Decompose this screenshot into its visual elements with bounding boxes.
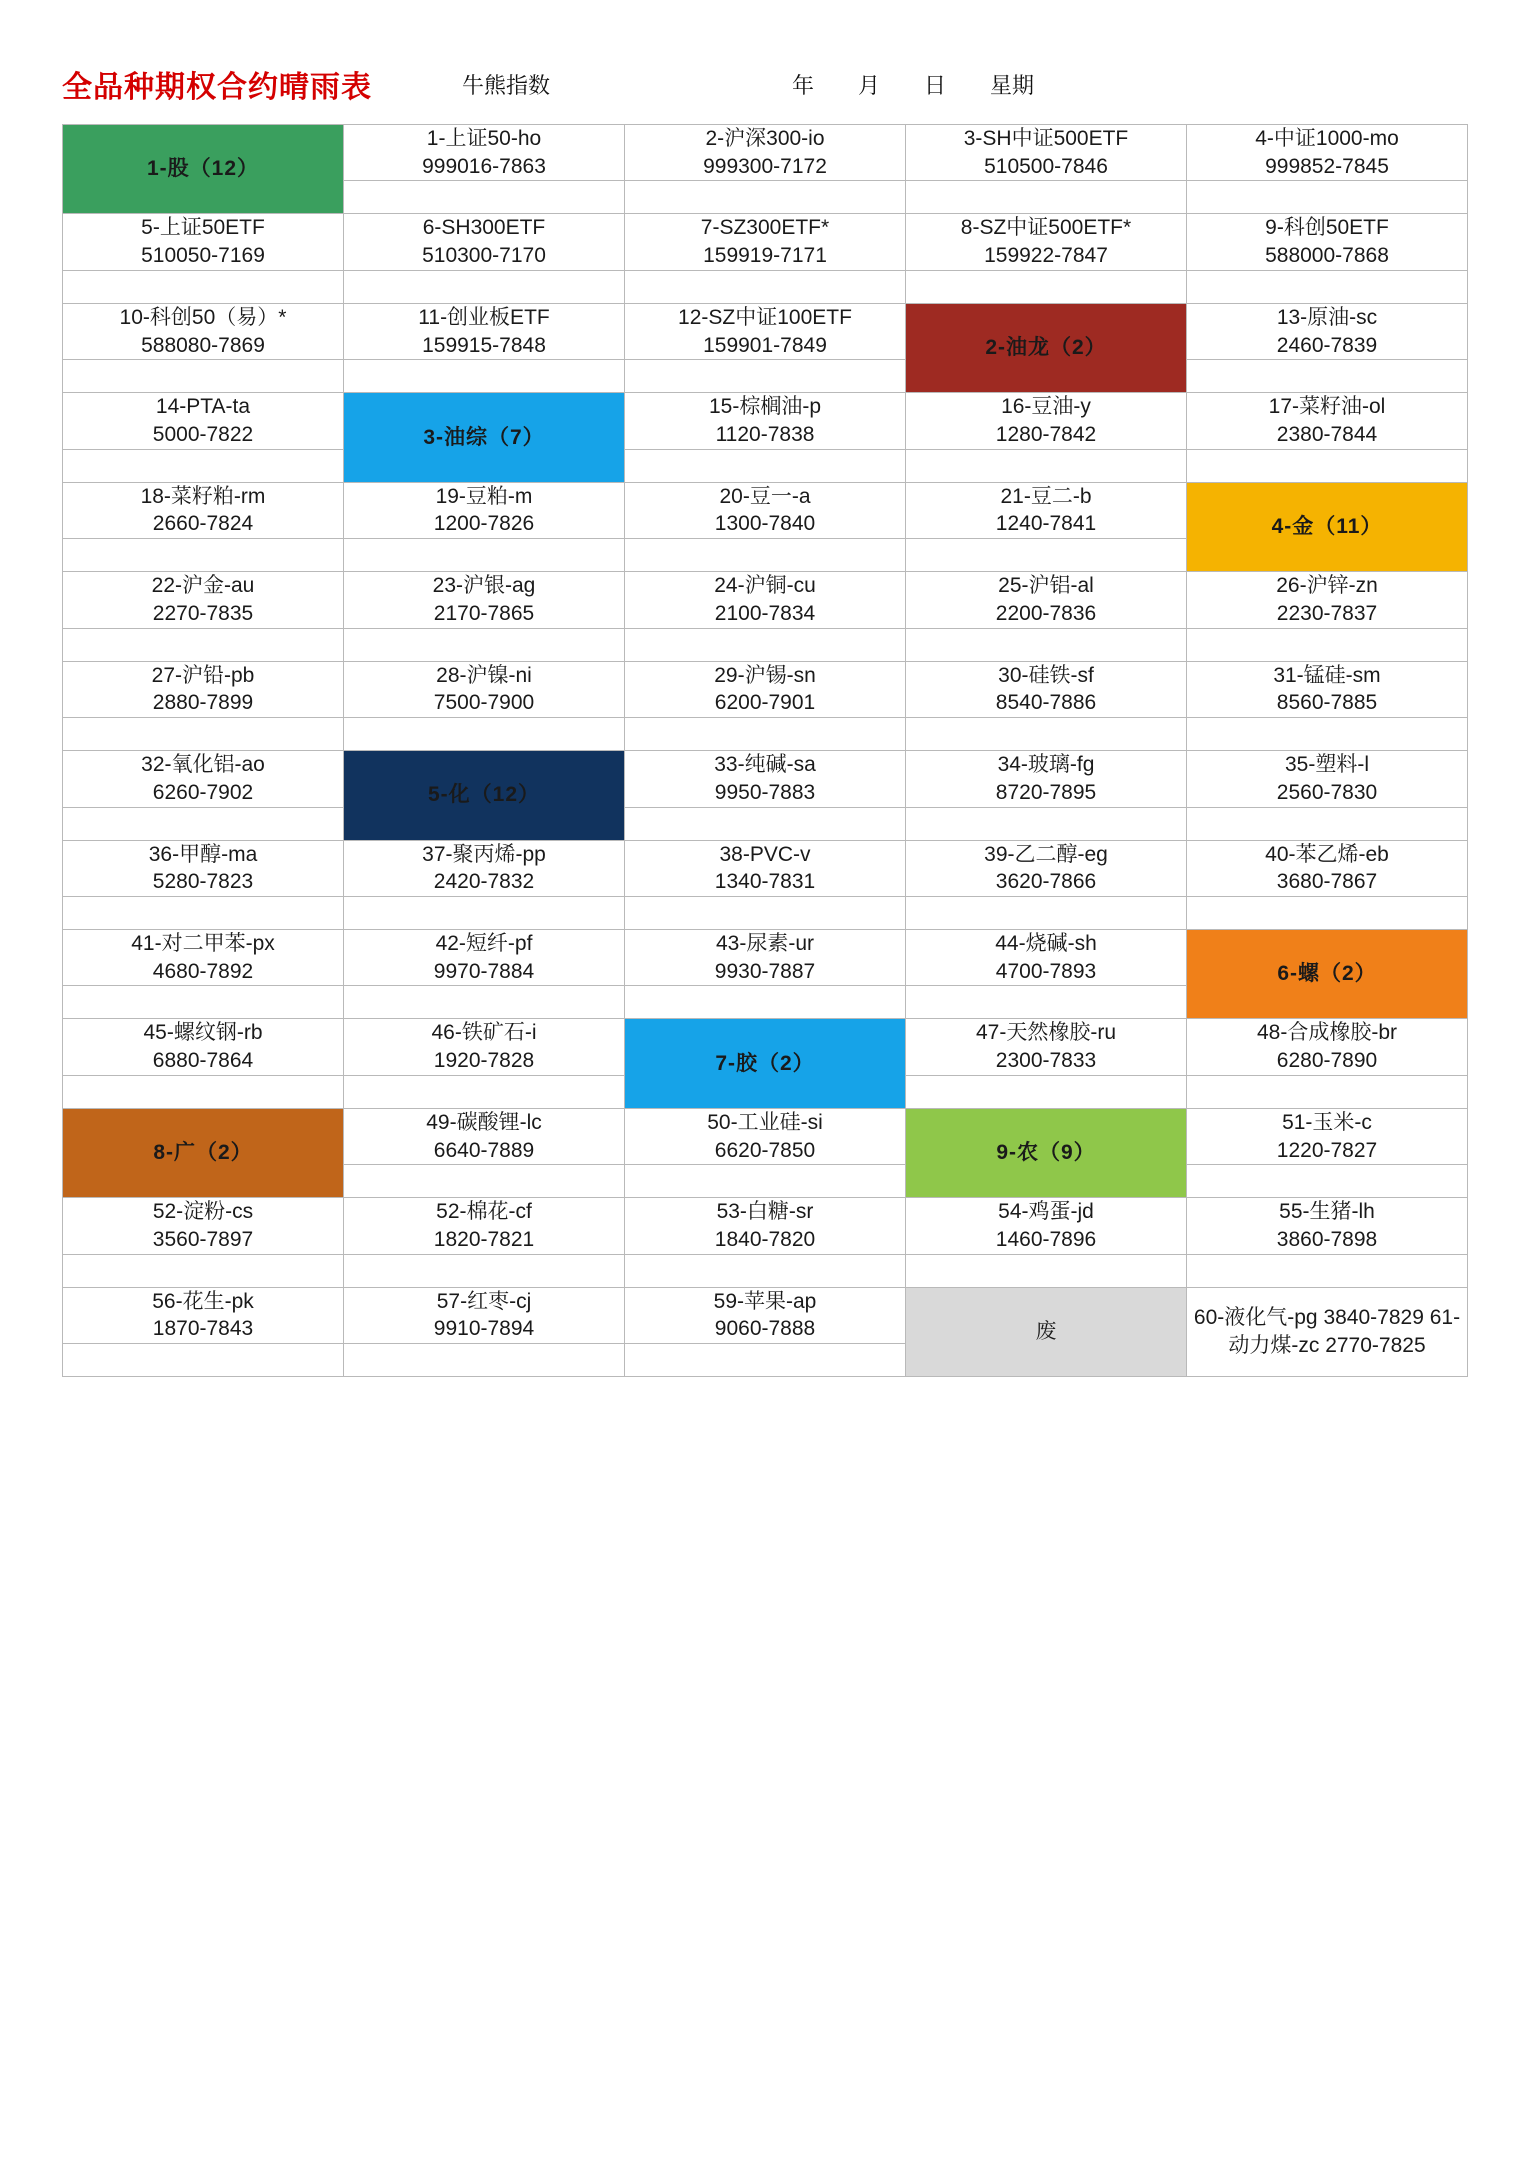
contract-cell[interactable] (344, 1019, 625, 1075)
note-cell[interactable] (1187, 360, 1468, 393)
contract-cell[interactable] (625, 125, 906, 181)
contracts-grid (62, 124, 1468, 1377)
note-cell[interactable] (63, 986, 344, 1019)
contract-cell[interactable] (344, 1198, 625, 1254)
contract-code: 8540-7886 (995, 691, 1097, 715)
contract-name: 26-沪锌-zn (1276, 574, 1378, 598)
contract-code: 1280-7842 (995, 423, 1097, 447)
contract-cell[interactable] (344, 929, 625, 985)
contract-code: 999016-7863 (422, 154, 546, 178)
contract-name: 59-苹果-ap (713, 1289, 817, 1313)
note-cell[interactable] (906, 449, 1187, 482)
table-row (63, 449, 1468, 482)
contract-cell[interactable] (906, 661, 1187, 717)
note-cell[interactable] (625, 628, 906, 661)
contract-cell[interactable] (906, 393, 1187, 449)
contract-code: 2420-7832 (433, 870, 535, 894)
contract-name: 39-乙二醇-eg (984, 842, 1108, 866)
contract-name: 12-SZ中证100ETF (678, 305, 852, 329)
bull-bear-index-label: 牛熊指数 (462, 72, 551, 98)
contract-name: 10-科创50（易）* (119, 305, 287, 329)
contract-name: 16-豆油-y (1001, 395, 1091, 419)
category-block-agriculture[interactable]: 9-农（9） (906, 1108, 1187, 1197)
contract-cell[interactable] (1187, 1019, 1468, 1075)
contract-name: 60-液化气-pg (1193, 1306, 1318, 1330)
category-block-oil-dragon[interactable]: 2-油龙（2） (906, 303, 1187, 392)
category-block-oil-composite[interactable]: 3-油综（7） (344, 393, 625, 482)
note-cell[interactable] (344, 360, 625, 393)
contract-code: 6200-7901 (714, 691, 816, 715)
contract-code: 4700-7893 (995, 959, 1097, 983)
note-cell[interactable] (63, 449, 344, 482)
contract-cell[interactable] (625, 482, 906, 538)
contract-cell[interactable] (1187, 125, 1468, 181)
date-weekday-label: 星期 (990, 72, 1035, 98)
contract-code: 1920-7828 (433, 1049, 535, 1073)
contract-cell[interactable] (625, 929, 906, 985)
contract-cell[interactable] (344, 661, 625, 717)
contract-cell[interactable] (625, 303, 906, 359)
contract-name: 44-烧碱-sh (995, 931, 1097, 955)
note-cell[interactable] (63, 896, 344, 929)
contract-name: 51-玉米-c (1282, 1110, 1372, 1134)
contract-name: 23-沪银-ag (432, 574, 536, 598)
note-cell[interactable] (344, 896, 625, 929)
contract-cell[interactable] (906, 929, 1187, 985)
note-cell[interactable] (1187, 181, 1468, 214)
note-cell[interactable] (906, 807, 1187, 840)
table-row (63, 718, 1468, 751)
table-row (63, 807, 1468, 840)
date-year-label: 年 (792, 72, 815, 98)
contract-name: 33-纯碱-sa (714, 753, 816, 777)
contract-cell[interactable] (625, 572, 906, 628)
contract-cell[interactable] (63, 303, 344, 359)
contract-code: 2660-7824 (152, 512, 254, 536)
contract-name: 45-螺纹钢-rb (143, 1021, 263, 1045)
note-cell[interactable] (625, 360, 906, 393)
contract-code: 510050-7169 (141, 244, 265, 268)
note-cell[interactable] (625, 1254, 906, 1287)
note-cell[interactable] (625, 718, 906, 751)
contract-cell[interactable] (344, 303, 625, 359)
contract-name: 36-甲醇-ma (148, 842, 258, 866)
contract-cell[interactable] (1187, 303, 1468, 359)
contract-cell[interactable] (344, 214, 625, 270)
contract-cell[interactable] (344, 840, 625, 896)
category-block-metals[interactable]: 4-金（11） (1187, 482, 1468, 571)
contract-code: 3680-7867 (1276, 870, 1378, 894)
contract-name: 42-短纤-pf (435, 931, 533, 955)
note-cell[interactable] (1187, 628, 1468, 661)
contract-cell[interactable] (1187, 393, 1468, 449)
contract-name: 52-棉花-cf (436, 1200, 532, 1224)
contract-code: 3620-7866 (995, 870, 1097, 894)
contract-cell[interactable] (906, 840, 1187, 896)
contract-name: 52-淀粉-cs (152, 1200, 254, 1224)
contract-cell[interactable] (344, 1287, 625, 1343)
table-row (63, 840, 1468, 896)
contract-cell[interactable] (344, 572, 625, 628)
note-cell[interactable] (625, 1344, 906, 1377)
contract-cell[interactable] (625, 840, 906, 896)
contract-cell[interactable] (1187, 661, 1468, 717)
contract-name: 3-SH中证500ETF (963, 127, 1129, 150)
contract-name: 35-塑料-l (1284, 753, 1369, 777)
contract-name: 6-SH300ETF (422, 216, 546, 240)
contract-cell[interactable] (63, 1019, 344, 1075)
note-cell[interactable] (344, 1165, 625, 1198)
contract-code: 4680-7892 (152, 959, 254, 983)
contract-code: 588080-7869 (141, 333, 265, 357)
category-block-rubber[interactable]: 7-胶（2） (625, 1019, 906, 1108)
contract-name: 19-豆粕-m (435, 484, 533, 508)
note-cell[interactable] (1187, 1254, 1468, 1287)
contract-name: 30-硅铁-sf (998, 663, 1094, 687)
contract-code: 8560-7885 (1276, 691, 1378, 715)
table-row (63, 1019, 1468, 1075)
table-row (63, 360, 1468, 393)
contract-code: 588000-7868 (1265, 244, 1389, 268)
note-cell[interactable] (906, 1075, 1187, 1108)
table-row (63, 1254, 1468, 1287)
note-cell[interactable] (344, 270, 625, 303)
contract-name: 53-白糖-sr (716, 1200, 814, 1224)
contract-cell[interactable] (63, 661, 344, 717)
contract-name: 38-PVC-v (719, 842, 811, 866)
contract-name: 47-天然橡胶-ru (975, 1021, 1117, 1045)
contract-name: 31-锰硅-sm (1273, 663, 1381, 687)
contract-cell[interactable] (344, 1108, 625, 1164)
waste-block[interactable]: 废 (906, 1287, 1187, 1376)
contract-code: 8720-7895 (995, 780, 1097, 804)
contract-cell[interactable] (63, 482, 344, 538)
table-row (63, 572, 1468, 628)
contract-cell[interactable] (63, 572, 344, 628)
contract-cell[interactable] (906, 572, 1187, 628)
table-row (63, 896, 1468, 929)
note-cell[interactable] (906, 539, 1187, 572)
contract-code: 2380-7844 (1276, 423, 1378, 447)
contract-cell[interactable] (1187, 1108, 1468, 1164)
contract-cell-multi[interactable] (1187, 1287, 1468, 1376)
contract-name: 32-氧化铝-ao (141, 753, 265, 777)
category-block-rebar[interactable]: 6-螺（2） (1187, 929, 1468, 1018)
note-cell[interactable] (63, 628, 344, 661)
contract-cell[interactable] (625, 393, 906, 449)
contract-cell[interactable] (625, 661, 906, 717)
page-title: 全品种期权合约晴雨表 (62, 71, 372, 104)
table-row (63, 1287, 1468, 1343)
contract-cell[interactable] (1187, 751, 1468, 807)
contract-name: 40-苯乙烯-eb (1265, 842, 1389, 866)
contract-cell[interactable] (63, 840, 344, 896)
note-cell[interactable] (906, 986, 1187, 1019)
contract-name: 5-上证50ETF (141, 216, 265, 240)
contract-name: 28-沪镍-ni (436, 663, 532, 687)
contract-cell[interactable] (344, 482, 625, 538)
contract-name: 50-工业硅-si (707, 1110, 823, 1134)
contract-code: 1820-7821 (433, 1227, 535, 1251)
contract-name: 24-沪铜-cu (714, 574, 816, 598)
note-cell[interactable] (63, 539, 344, 572)
category-block-guangzhou[interactable]: 8-广（2） (63, 1108, 344, 1197)
contract-name: 57-红枣-cj (436, 1289, 532, 1313)
contract-name: 41-对二甲苯-px (131, 931, 275, 955)
contract-cell[interactable] (63, 393, 344, 449)
contract-name: 54-鸡蛋-jd (998, 1200, 1094, 1224)
contract-cell[interactable] (344, 125, 625, 181)
contract-code: 6620-7850 (714, 1138, 816, 1162)
contract-name: 21-豆二-b (1000, 484, 1092, 508)
contract-code: 5280-7823 (152, 870, 254, 894)
contract-code: 999300-7172 (703, 154, 827, 178)
category-block-chemicals[interactable]: 5-化（12） (344, 751, 625, 840)
note-cell[interactable] (1187, 449, 1468, 482)
table-row (63, 303, 1468, 359)
contract-name: 13-原油-sc (1276, 305, 1378, 329)
note-cell[interactable] (625, 270, 906, 303)
contract-cell[interactable] (1187, 840, 1468, 896)
contract-code: 1200-7826 (433, 512, 535, 536)
note-cell[interactable] (63, 718, 344, 751)
table-row (63, 125, 1468, 181)
page-header (62, 58, 1465, 110)
contract-name: 17-菜籽油-ol (1268, 395, 1386, 419)
contract-name: 43-尿素-ur (715, 931, 815, 955)
contract-code: 159919-7171 (703, 244, 827, 268)
note-cell[interactable] (1187, 270, 1468, 303)
contract-code: 9970-7884 (433, 959, 535, 983)
contract-code: 1460-7896 (995, 1227, 1097, 1251)
contract-name: 22-沪金-au (151, 574, 255, 598)
contract-name: 37-聚丙烯-pp (422, 842, 546, 866)
contract-code: 1300-7840 (714, 512, 816, 536)
contract-code: 2230-7837 (1276, 601, 1378, 625)
contract-code: 1240-7841 (995, 512, 1097, 536)
note-cell[interactable] (344, 628, 625, 661)
contract-cell[interactable] (906, 1019, 1187, 1075)
contract-name: 2-沪深300-io (705, 127, 825, 150)
contract-cell[interactable] (625, 1287, 906, 1343)
table-row (63, 929, 1468, 985)
contract-name: 55-生猪-lh (1279, 1200, 1375, 1224)
contract-code: 1870-7843 (152, 1317, 254, 1341)
note-cell[interactable] (625, 896, 906, 929)
note-cell[interactable] (625, 181, 906, 214)
contract-name: 18-菜籽粕-rm (140, 484, 266, 508)
contract-name: 9-科创50ETF (1265, 216, 1389, 240)
category-block-stocks[interactable]: 1-股（12） (63, 125, 344, 214)
note-cell[interactable] (63, 1254, 344, 1287)
note-cell[interactable] (1187, 1165, 1468, 1198)
contract-cell[interactable] (625, 214, 906, 270)
note-cell[interactable] (906, 1254, 1187, 1287)
contract-cell[interactable] (906, 1198, 1187, 1254)
contract-name: 56-花生-pk (152, 1289, 254, 1313)
contract-name: 46-铁矿石-i (431, 1021, 537, 1045)
contract-name: 4-中证1000-mo (1255, 127, 1399, 150)
note-cell[interactable] (906, 270, 1187, 303)
contract-name: 15-棕榈油-p (708, 395, 822, 419)
contract-code: 5000-7822 (152, 423, 254, 447)
note-cell[interactable] (625, 539, 906, 572)
contract-code: 2270-7835 (152, 601, 254, 625)
note-cell[interactable] (1187, 1075, 1468, 1108)
note-cell[interactable] (344, 181, 625, 214)
contract-code: 2170-7865 (433, 601, 535, 625)
note-cell[interactable] (344, 1344, 625, 1377)
contract-code: 999852-7845 (1265, 154, 1389, 178)
table-row (63, 482, 1468, 538)
contract-cell[interactable] (63, 1287, 344, 1343)
note-cell[interactable] (63, 1344, 344, 1377)
contract-code: 1840-7820 (714, 1227, 816, 1251)
table-row (63, 661, 1468, 717)
contract-code: 9950-7883 (714, 780, 816, 804)
note-cell[interactable] (344, 1075, 625, 1108)
contract-code: 6280-7890 (1276, 1049, 1378, 1073)
note-cell[interactable] (625, 449, 906, 482)
note-cell[interactable] (344, 1254, 625, 1287)
table-row (63, 214, 1468, 270)
contract-code: 7500-7900 (433, 691, 535, 715)
contract-cell[interactable] (906, 482, 1187, 538)
contract-code: 9910-7894 (433, 1317, 535, 1341)
contract-cell[interactable] (625, 1108, 906, 1164)
table-row (63, 393, 1468, 449)
contract-code: 9930-7887 (714, 959, 816, 983)
contract-code: 2200-7836 (995, 601, 1097, 625)
contract-cell[interactable] (906, 214, 1187, 270)
contract-code: 3560-7897 (152, 1227, 254, 1251)
contract-name: 7-SZ300ETF* (700, 216, 830, 240)
contract-cell[interactable] (625, 1198, 906, 1254)
table-row (63, 1108, 1468, 1164)
contract-name: 49-碳酸锂-lc (426, 1110, 542, 1134)
table-row (63, 751, 1468, 807)
contract-cell[interactable] (906, 751, 1187, 807)
contract-code: 6640-7889 (433, 1138, 535, 1162)
note-cell[interactable] (906, 896, 1187, 929)
contract-code: 3840-7829 (1323, 1306, 1424, 1330)
contract-code: 510300-7170 (422, 244, 546, 268)
note-cell[interactable] (906, 718, 1187, 751)
contract-code: 510500-7846 (984, 154, 1108, 178)
contract-name: 27-沪铅-pb (151, 663, 255, 687)
contract-cell[interactable] (63, 751, 344, 807)
note-cell[interactable] (1187, 896, 1468, 929)
contract-code: 1220-7827 (1276, 1138, 1378, 1162)
note-cell[interactable] (625, 807, 906, 840)
contract-name: 1-上证50-ho (426, 127, 542, 150)
contract-code: 2560-7830 (1276, 780, 1378, 804)
contract-cell[interactable] (63, 929, 344, 985)
note-cell[interactable] (63, 270, 344, 303)
note-cell[interactable] (344, 718, 625, 751)
contract-name: 20-豆一-a (719, 484, 811, 508)
note-cell[interactable] (1187, 718, 1468, 751)
contract-name: 14-PTA-ta (155, 395, 251, 419)
contract-cell[interactable] (1187, 1198, 1468, 1254)
note-cell[interactable] (63, 1075, 344, 1108)
note-cell[interactable] (1187, 807, 1468, 840)
contract-name: 11-创业板ETF (418, 305, 550, 329)
contract-name: 34-玻璃-fg (997, 753, 1095, 777)
note-cell[interactable] (63, 360, 344, 393)
contract-code: 159922-7847 (984, 244, 1108, 268)
contract-code: 2100-7834 (714, 601, 816, 625)
contract-code: 2770-7825 (1325, 1333, 1426, 1357)
contract-name: 29-沪锡-sn (714, 663, 816, 687)
contract-code: 9060-7888 (714, 1317, 816, 1341)
contract-cell[interactable] (906, 125, 1187, 181)
contract-cell[interactable] (1187, 214, 1468, 270)
note-cell[interactable] (625, 986, 906, 1019)
table-row (63, 270, 1468, 303)
contract-code: 2460-7839 (1276, 333, 1378, 357)
contract-name: 48-合成橡胶-br (1256, 1021, 1398, 1045)
contract-code: 2300-7833 (995, 1049, 1097, 1073)
contract-cell[interactable] (63, 214, 344, 270)
note-cell[interactable] (344, 986, 625, 1019)
contract-cell[interactable] (63, 1198, 344, 1254)
contract-code: 159915-7848 (422, 333, 546, 357)
contract-cell[interactable] (1187, 572, 1468, 628)
contract-code: 1340-7831 (714, 870, 816, 894)
date-month-label: 月 (858, 72, 881, 98)
table-row (63, 1198, 1468, 1254)
contract-code: 2880-7899 (152, 691, 254, 715)
contract-code: 6880-7864 (152, 1049, 254, 1073)
contract-code: 6260-7902 (152, 780, 254, 804)
date-day-label: 日 (924, 72, 947, 98)
contract-name: 25-沪铝-al (998, 574, 1094, 598)
contract-name: 8-SZ中证500ETF* (960, 216, 1132, 240)
contract-code: 3860-7898 (1276, 1227, 1378, 1251)
note-cell[interactable] (906, 181, 1187, 214)
contract-cell[interactable] (625, 751, 906, 807)
contract-code: 159901-7849 (703, 333, 827, 357)
date-fields (792, 69, 1034, 100)
contract-code: 1120-7838 (715, 423, 815, 447)
note-cell[interactable] (906, 628, 1187, 661)
note-cell[interactable] (63, 807, 344, 840)
table-row (63, 628, 1468, 661)
note-cell[interactable] (625, 1165, 906, 1198)
note-cell[interactable] (344, 539, 625, 572)
contract-name: 61-动力煤-zc (1228, 1306, 1461, 1357)
